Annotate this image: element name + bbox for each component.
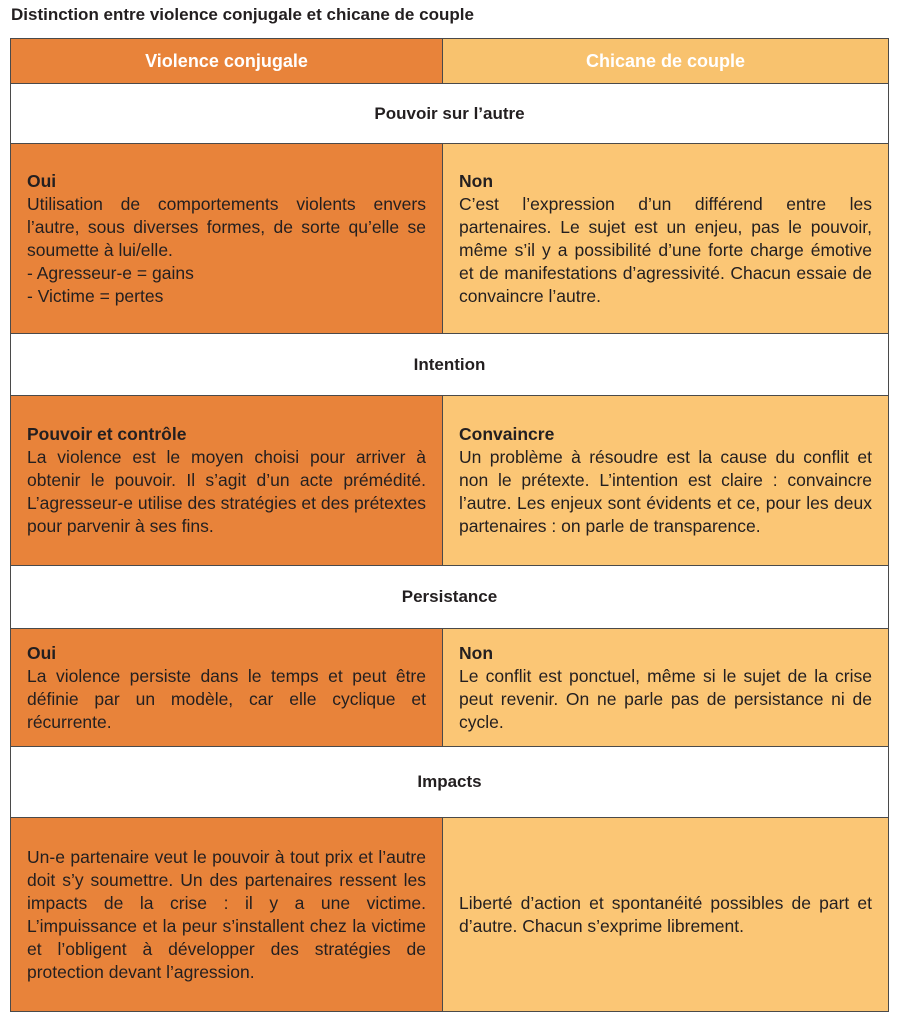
- cell-label: Convaincre: [459, 424, 555, 444]
- column-header-violence: Violence conjugale: [11, 39, 443, 84]
- cell-violence-pouvoir: [11, 144, 443, 334]
- comparison-table: [10, 38, 889, 1012]
- cell-violence-intention: [11, 396, 443, 566]
- page-title: Distinction entre violence conjugale et chicane de couple: [11, 5, 474, 24]
- list-item: - Victime = pertes: [27, 285, 164, 306]
- section-heading-pouvoir: Pouvoir sur l’autre: [11, 84, 889, 144]
- content-row: [11, 629, 889, 747]
- content-row: [11, 396, 889, 566]
- cell-label: Non: [459, 170, 494, 191]
- cell-text: [443, 642, 888, 734]
- cell-violence-impacts: [11, 818, 443, 1012]
- cell-body: La violence est le moyen choisi pour arriver à obtenir le pouvoir. Il s’agit d’un acte prémédité. L’agresseur-e utilise des stratégies et des prétextes pour parvenir à ses fins.: [27, 447, 426, 536]
- section-heading-impacts: Impacts: [11, 747, 889, 818]
- section-row: [11, 566, 889, 629]
- cell-text: [443, 170, 888, 308]
- cell-label: Oui: [27, 642, 57, 663]
- cell-chicane-pouvoir: [443, 144, 889, 334]
- cell-text: [11, 846, 442, 984]
- cell-chicane-persistance: [443, 629, 889, 747]
- cell-body: Un problème à résoudre est la cause du conflit et non le prétexte. L’intention est claire : convaincre l’autre. Les enjeux sont évidents et ce, pour les deux partenaires : on parle de transparence.: [459, 447, 872, 536]
- section-row: [11, 747, 889, 818]
- cell-body: Un-e partenaire veut le pouvoir à tout prix et l’autre doit s’y soumettre. Un des partenaires ressent les impacts de la crise : il y a une victime. L’impuissance et la peur s’installent chez la victime et l’obligent à développer des stratégies de protection devant l’agression.: [27, 846, 426, 982]
- cell-text: [11, 170, 442, 308]
- section-heading-persistance: Persistance: [11, 566, 889, 629]
- section-heading-intention: Intention: [11, 334, 889, 396]
- cell-text: [443, 892, 888, 938]
- cell-violence-persistance: [11, 629, 443, 747]
- cell-text: [443, 423, 888, 538]
- header-row: [11, 39, 889, 84]
- section-row: [11, 334, 889, 396]
- cell-text: [11, 642, 442, 734]
- content-row: [11, 144, 889, 334]
- cell-label: Oui: [27, 170, 57, 191]
- section-row: [11, 84, 889, 144]
- cell-label: Pouvoir et contrôle: [27, 424, 187, 444]
- cell-body: C’est l’expression d’un différend entre les partenaires. Le sujet est un enjeu, pas le pouvoir, même s’il y a possibilité d’une forte charge émotive et de manifestations d’agressivité. Chacun essaie de convaincre l’autre.: [459, 193, 872, 306]
- cell-body: Utilisation de comportements violents envers l’autre, sous diverses formes, de sorte qu’elle se soumette à lui/elle.: [27, 193, 426, 260]
- cell-body: La violence persiste dans le temps et peut être définie par un modèle, car elle cyclique et récurrente.: [27, 665, 426, 732]
- cell-chicane-intention: [443, 396, 889, 566]
- content-row: [11, 818, 889, 1012]
- cell-chicane-impacts: [443, 818, 889, 1012]
- cell-body: Liberté d’action et spontanéité possibles de part et d’autre. Chacun s’exprime librement.: [459, 892, 872, 936]
- cell-label: Non: [459, 642, 494, 663]
- cell-body: Le conflit est ponctuel, même si le sujet de la crise peut revenir. On ne parle pas de persistance ni de cycle.: [459, 665, 872, 732]
- column-header-chicane: Chicane de couple: [443, 39, 889, 84]
- cell-text: [11, 423, 442, 538]
- list-item: - Agresseur-e = gains: [27, 262, 194, 283]
